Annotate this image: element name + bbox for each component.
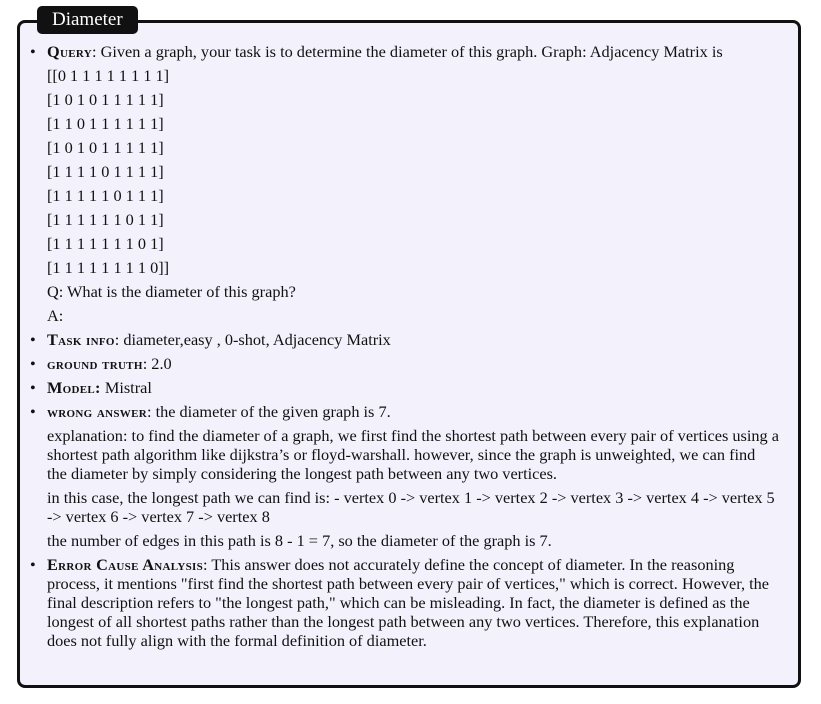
- wrong-answer-label: wrong answer: [47, 402, 147, 421]
- error-cause-item: • Error Cause Analysis: This answer does not accurately define the concept of diameter. In the reasoning process, it mentions "first find the shortest path between every pair of vertices," which is correct. However, the final description refers to "the longest path," which can be misleading. In fact, the diameter is defined as the longest of all shortest paths rather than the longest path between any two vertices. Therefore, this explanation does not fully align with the formal definition of diameter.: [27, 555, 779, 650]
- error-cause-text: This answer does not accurately define the concept of diameter. In the reasoning process, it mentions "first find the shortest path between every pair of vertices," which is correct. However, the final description refers to "the longest path," which can be misleading. In fact, the diameter is defined as the longest of all shortest paths rather than the longest path between any two vertices. Therefore, this explanation does not fully align with the formal definition of diameter.: [47, 555, 770, 650]
- question-text: Q: What is the diameter of this graph?: [47, 282, 296, 301]
- explanation-text: explanation: to find the diameter of a graph, we first find the shortest path between every pair of vertices using a shortest path algorithm like dijkstra’s or floyd-warshall. however, since the graph is unweighted, we can find the diameter by simply considering the longest path between any two vertices.: [47, 426, 779, 483]
- ground-truth-item: • ground truth: 2.0: [27, 354, 779, 373]
- wrong-answer-item: • wrong answer: the diameter of the given graph is 7. explanation: to find the diameter of a graph, we first find the shortest path between every pair of vertices using a shortest path algorithm like dijkstra’s or floyd-warshall. however, since the graph is unweighted, we can find the diameter by simply considering the longest path between any two vertices. in this case, the longest path we can find is: - vertex 0 -> vertex 1 -> vertex 2 -> vertex 3 -> vertex 4 -> vertex 5 -> vertex 6 -> vertex 7 -> vertex 8 the number of edges in this path is 8 - 1 = 7, so the diameter of the graph is 7.: [27, 402, 779, 550]
- model-item: [27, 378, 779, 397]
- path-text: in this case, the longest path we can find is: - vertex 0 -> vertex 1 -> vertex 2 -> vertex 3 -> vertex 4 -> vertex 5 -> vertex 6 -> vertex 7 -> vertex 8: [47, 488, 775, 526]
- ground-truth-text: 2.0: [151, 354, 172, 373]
- wrong-answer-text: the diameter of the given graph is 7.: [155, 402, 391, 421]
- query-label: Query: [47, 42, 92, 61]
- model-text: Mistral: [104, 378, 152, 397]
- title-label: Diameter: [52, 9, 123, 30]
- matrix-row: [1 1 1 1 1 0 1 1 1]: [47, 186, 164, 205]
- query-text: Given a graph, your task is to determine the diameter of this graph. Graph: Adjacency Matrix is: [100, 42, 723, 61]
- adjacency-matrix: [47, 66, 779, 277]
- matrix-row: [1 0 1 0 1 1 1 1 1]: [47, 90, 164, 109]
- task-info-text: diameter,easy , 0-shot, Adjacency Matrix: [123, 330, 391, 349]
- ground-truth-label: ground truth: [47, 354, 143, 373]
- title-tab: [37, 6, 138, 34]
- field-list: [27, 42, 779, 650]
- answer-prompt: A:: [47, 306, 64, 325]
- matrix-row: [1 0 1 0 1 1 1 1 1]: [47, 138, 164, 157]
- content: [27, 42, 779, 655]
- matrix-row: [1 1 1 1 1 1 1 0 1]: [47, 234, 164, 253]
- matrix-row: [1 1 1 1 0 1 1 1 1]: [47, 162, 164, 181]
- task-info-item: • Task info: diameter,easy , 0-shot, Adjacency Matrix: [27, 330, 779, 349]
- error-cause-label: Error Cause Analysis: [47, 555, 204, 574]
- matrix-row: [1 1 0 1 1 1 1 1 1]: [47, 114, 164, 133]
- query-item: • Query: Given a graph, your task is to determine the diameter of this graph. Graph: Adjacency Matrix is [[0 1 1 1 1 1 1 1 1] [1 0 1 0 1 1 1 1 1] [1 1 0 1 1 1 1 1 1] [1 0 1 0 1 1 1 1 1] [1 1 1 1 0 1 1 1 1] [1 1 1 1 1 0 1 1 1] [1 1 1 1 1 1 0 1 1] [1 1 1 1 1 1 1 0 1] [1 1 1 1 1 1 1 1 0]] Q: What is the diameter of this graph? A:: [27, 42, 779, 325]
- matrix-row: [1 1 1 1 1 1 1 1 0]]: [47, 258, 170, 277]
- matrix-row: [[0 1 1 1 1 1 1 1 1]: [47, 66, 170, 85]
- edges-text: the number of edges in this path is 8 - 1 = 7, so the diameter of the graph is 7.: [47, 531, 552, 550]
- model-label: Model:: [47, 378, 101, 397]
- task-info-label: Task info: [47, 330, 115, 349]
- matrix-row: [1 1 1 1 1 1 0 1 1]: [47, 210, 164, 229]
